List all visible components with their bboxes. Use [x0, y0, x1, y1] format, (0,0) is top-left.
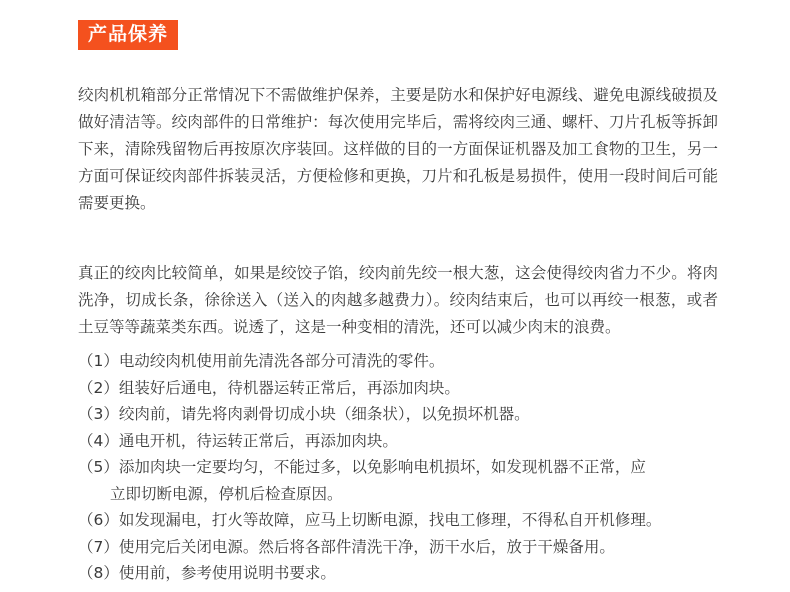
section-title-badge: 产品保养 [78, 20, 178, 50]
usage-steps-list [78, 348, 728, 587]
maintenance-paragraph-2: 真正的绞肉比较简单，如果是绞饺子馅，绞肉前先绞一根大葱，这会使得绞肉省力不少。将肉洗净，切成长条，徐徐送入（送入的肉越多越费力）。绞肉结束后，也可以再绞一根葱，或者土豆等等蔬菜类东西。说透了，这是一种变相的清洗，还可以减少肉末的浪费。 [78, 263, 718, 336]
list-item: （8）使用前，参考使用说明书要求。 [78, 564, 336, 582]
list-item: （1）电动绞肉机使用前先清洗各部分可清洗的零件。 [78, 352, 445, 370]
maintenance-paragraph-1: 绞肉机机箱部分正常情况下不需做维护保养，主要是防水和保护好电源线、避免电源线破损及做好清洁等。绞肉部件的日常维护：每次使用完毕后，需将绞肉三通、螺杆、刀片孔板等拆卸下来，清除残留物后再按原次序装回。这样做的目的一方面保证机器及加工食物的卫生，另一方面可保证绞肉部件拆装灵活，方便检修和更换，刀片和孔板是易损件，使用一段时间后可能需要更换。 [78, 85, 718, 212]
list-item: （4）通电开机，待运转正常后，再添加肉块。 [78, 431, 398, 450]
section-title-wrap [78, 20, 178, 50]
list-item: （7）使用完后关闭电源。然后将各部件清洗干净，沥干水后，放于干燥备用。 [78, 537, 615, 556]
list-item-continuation: 立即切断电源，停机后检查原因。 [110, 484, 343, 503]
list-item: （6）如发现漏电，打火等故障，应马上切断电源，找电工修理，不得私自开机修理。 [78, 511, 662, 529]
list-item: （5）添加肉块一定要均匀，不能过多，以免影响电机损坏，如发现机器不正常，应 [78, 458, 646, 476]
list-item: （3）绞肉前，请先将肉剥骨切成小块（细条状），以免损坏机器。 [78, 405, 530, 423]
list-item: （2）组装好后通电，待机器运转正常后，再添加肉块。 [78, 378, 460, 397]
